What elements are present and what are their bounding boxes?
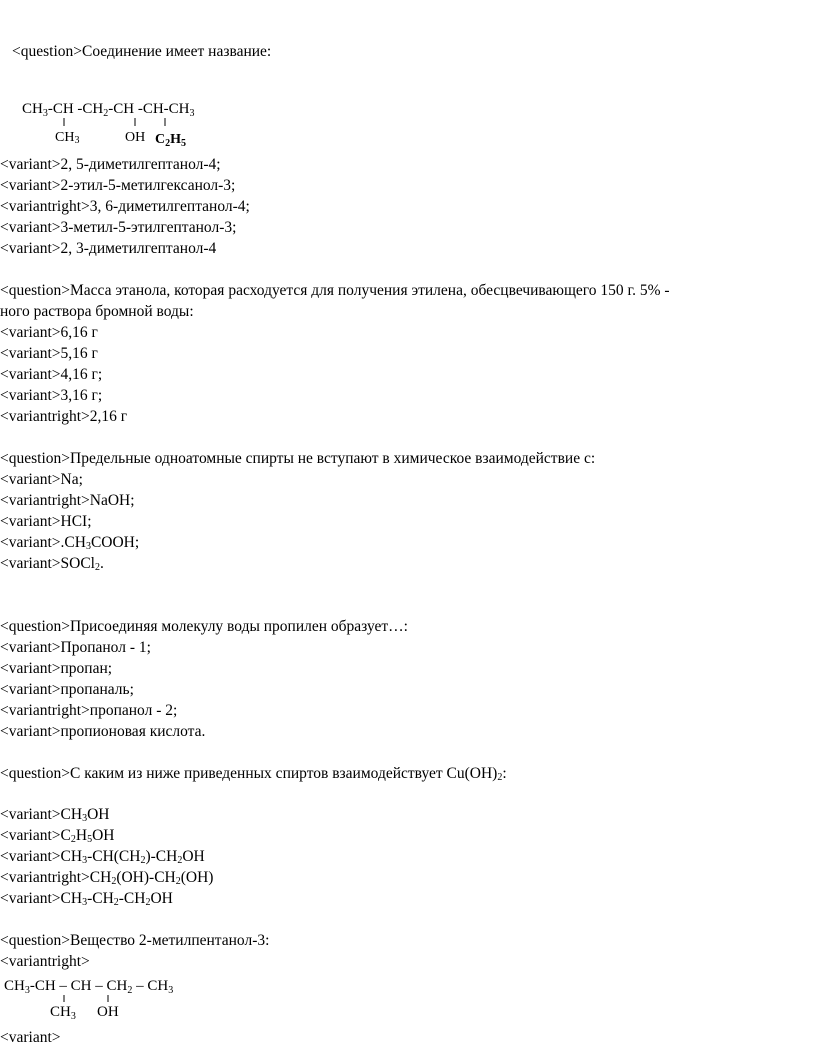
q5-question: <question>С каким из ниже приведенных спиртов взаимодействует $Cu(OH)_2$: — [0, 765, 507, 783]
q5-variant-2: $<variant>C_2H_5OH$ — [0, 827, 115, 845]
q2-question-line2: ного раствора бромной воды: — [0, 303, 194, 320]
q1-formula-sub-ch3: CH3 — [55, 130, 80, 146]
q3-variant-1: <variant>Na; — [0, 471, 83, 488]
q2-variant-1: <variant>6,16 г — [0, 324, 98, 341]
q5-variant-5: $<variant>CH_3-CH_2-CH_2OH$ — [0, 890, 173, 908]
q4-variant-2: <variant>пропан; — [0, 660, 113, 677]
q1-variant-2: <variant>2-этил-5-метилгексанол-3; — [0, 177, 236, 194]
q1-variant-3: <variantright>3, 6-диметилгептанол-4; — [0, 198, 250, 215]
q4-variant-5: <variant>пропионовая кислота. — [0, 723, 206, 740]
q4-question: <question>Присоединяя молекулу воды пропилен образует…: — [0, 618, 408, 635]
q2-variant-4: <variant>3,16 г; — [0, 387, 103, 404]
q6-variant-last: <variant> — [0, 1029, 61, 1046]
q6-question: <question>Вещество 2-метилпентанол-3: — [0, 932, 270, 949]
q2-variant-5: <variantright>2,16 г — [0, 408, 128, 425]
q5-variant-1: $<variant>CH_3OH$ — [0, 806, 110, 824]
q5-variant-3: $<variant>CH_3-CH(CH_2)-CH_2OH$ — [0, 848, 205, 866]
q5-variant-4: $<variantright>CH_2(OH)-CH_2(OH)$ — [0, 869, 214, 887]
q2-variant-3: <variant>4,16 г; — [0, 366, 103, 383]
q2-question-line1: <question>Масса этанола, которая расходуется для получения этилена, обесцвечивающего 150 г. 5% - — [0, 282, 670, 299]
q1-variant-1: <variant>2, 5-диметилгептанол-4; — [0, 156, 221, 173]
q3-variant-4: $<variant>.CH_3COOH$; — [0, 534, 140, 552]
q6-formula-sub-ch3: $CH_3$ — [50, 1004, 76, 1022]
q1-formula-sub-c2h5: $C_2H_5$ — [155, 132, 187, 149]
q3-variant-2: <variantright>NaOH; — [0, 492, 135, 509]
q1-variant-5: <variant>2, 3-диметилгептанол-4 — [0, 240, 217, 257]
q6-structural-formula — [4, 974, 244, 1031]
q1-formula-chain: $CH_3-CH$ $-CH_2-CH$ $-CH-CH_3$ — [22, 101, 195, 119]
q2-variant-2: <variant>5,16 г — [0, 345, 98, 362]
q3-variant-3: <variant>HCI; — [0, 513, 92, 530]
q1-structural-formula — [22, 96, 252, 161]
q6-variant-right: <variantright> — [0, 953, 90, 970]
q4-variant-3: <variant>пропаналь; — [0, 681, 134, 698]
q3-question: <question>Предельные одноатомные спирты не вступают в химическое взаимодействие с: — [0, 450, 596, 467]
q1-formula-sub-oh: OH — [125, 130, 146, 145]
q1-question: <question>Соединение имеет название: — [12, 43, 272, 60]
q4-variant-4: <variantright>пропанол - 2; — [0, 702, 178, 719]
q1-variant-4: <variant>3-метил-5-этилгептанол-3; — [0, 219, 237, 236]
q6-formula-sub-oh: OH — [97, 1004, 119, 1020]
q3-variant-5: <variant>SOCl$_2$. — [0, 555, 104, 573]
q4-variant-1: <variant>Пропанол - 1; — [0, 639, 151, 656]
q6-formula-chain: $CH_3-CH$ – CH – $CH_2 - CH_3$ — [4, 978, 174, 996]
